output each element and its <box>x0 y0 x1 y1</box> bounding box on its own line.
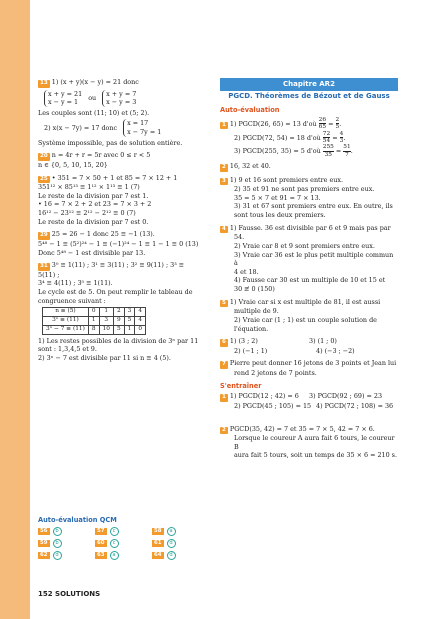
chapter-subtitle: PGCD. Théorèmes de Bézout et de Gauss <box>228 92 390 101</box>
system-2: x + y = 7 x − y = 3 <box>102 90 136 107</box>
system-row: 2) x(x − 7y) = 17 donc x = 17 x − 7y = 1 <box>44 119 162 137</box>
exercise-2-train: 2 PGCD(35, 42) = 7 et 35 = 7 × 5, 42 = 7 × 6. Lorsque le coureur A aura fait 6 tours, le coureur B aura fait 5 tours, soit un temps de 35 × 6 = 210 s. <box>222 424 397 460</box>
exercise-number: 6 <box>222 339 226 346</box>
exercise-20: 20 n = 4r + r = 5r avec 0 ≤ r < 5 n ∈ {0, 5, 10, 15, 20} <box>38 151 151 169</box>
exercise-1-train: 1 1) PGCD(12 ; 42) = 6 3) PGCD(92 ; 69) = 23 2) PGCD(45 ; 105) = 15 4) PGCD(72 ; 108) = 36 <box>222 392 394 410</box>
qcm-item: 64 d <box>152 551 209 560</box>
exercise-number: 1 <box>222 394 226 401</box>
exercise-number: 13 <box>40 80 48 86</box>
exercise-number: 7 <box>222 361 226 368</box>
page-footer: 152 SOLUTIONS <box>38 590 101 598</box>
qcm-grid <box>38 527 209 560</box>
exercise-number: 29 <box>40 232 48 239</box>
exercise-7: 7 Pierre peut donner 16 jetons de 3 points et Jean lui rend 2 jetons de 7 points. <box>222 359 397 377</box>
system-pair <box>44 90 203 107</box>
exercise-29: 29 25 = 26 − 1 donc 25 ≡ −1 (13). 5⁴⁸ − 1 ≡ (5²)²⁴ − 1 ≡ (−1)²⁴ − 1 ≡ 1 − 1 ≡ 0 (13) Donc 5⁴⁸ − 1 est divisible par 13. <box>38 230 199 257</box>
table-row: 3ⁿ ≡ (11) 1 3 9 5 4 <box>43 317 146 326</box>
exercise-3: 3 1) 9 et 16 sont premiers entre eux. 2) 35 et 91 ne sont pas premiers entre eux. 35 = 5 × 7 et 91 = 7 × 13. 3) 31 et 67 sont premiers entre eux. En outre, ils sont tous les deux premiers. <box>222 175 393 220</box>
table-row: 3ⁿ − 7 ≡ (11) 8 10 5 1 0 <box>43 325 146 334</box>
system-3: x = 17 x − 7y = 1 <box>123 119 161 136</box>
or-label: ou <box>88 93 97 102</box>
exercise-31: 31 3⁰ ≡ 1(11) ; 3¹ ≡ 3(11) ; 3² ≡ 9(11) ; 3³ ≡ 5(11) ; 3⁴ ≡ 4(11) ; 3⁵ ≡ 1(11). Le cycle est de 5. On peut remplir le tableau de congruence suivant : n ≡ (5) 0 1 2 3 4 3ⁿ ≡ (11) 1 3 9 5 4 3ⁿ − 7 ≡ (11) 8 10 5 1 0 1) Les restes possibles de la division de 3ⁿ par 11 sont : 1,3,4,5 et 9. 2) 3ⁿ − 7 est divisible par 11 si n ≡ 4 (5). <box>38 261 199 362</box>
section-heading: Auto-évaluation <box>220 105 280 114</box>
exercise-number: 3 <box>222 177 226 184</box>
exercise-number: 1 <box>222 121 226 128</box>
system-1: x + y = 21 x − y = 1 <box>44 90 82 107</box>
exercise-25: 25 • 351 = 7 × 50 + 1 et 85 = 7 × 12 + 1 351¹² × 85¹³ ≡ 1¹² × 1¹³ ≡ 1 (7) Le reste de la division par 7 est 1. • 16 = 7 × 2 + 2 et 23 = 7 × 3 + 2 16¹² − 23¹² ≡ 2¹² − 2¹² ≡ 0 (7) Le reste de la division par 7 est 0. <box>38 173 178 226</box>
table-row: n ≡ (5) 0 1 2 3 4 <box>43 308 146 317</box>
section-heading: S'entraîner <box>220 381 262 390</box>
exercise-2: 2 16, 32 et 40. <box>222 162 271 171</box>
exercise-number: 25 <box>40 175 48 182</box>
text-line: 1) (x + y)(x − y) = 21 donc <box>51 78 139 86</box>
right-column <box>220 78 398 464</box>
exercise-number: 2 <box>222 426 226 433</box>
qcm-item: 61 d <box>152 539 209 548</box>
side-stripe <box>0 0 30 619</box>
exercise-number: 20 <box>40 153 48 160</box>
chapter-banner: Chapitre AR2 <box>220 78 398 91</box>
qcm-item: 60 c <box>95 539 152 548</box>
exercise-5: 5 1) Vraie car si x est multiple de 81, il est aussi multiple de 9. 2) Vraie car (1 ; 1) est un couple solution de l'équation. <box>222 297 381 333</box>
exercise-number: 4 <box>222 225 226 232</box>
left-column <box>38 78 203 367</box>
exercise-number: 31 <box>40 263 48 270</box>
exercise-13 <box>38 78 203 147</box>
qcm-item: 59 b <box>38 539 95 548</box>
qcm-item: 57 c <box>95 527 152 536</box>
congruence-table <box>42 307 146 334</box>
exercise-number: 2 <box>222 164 226 171</box>
exercise-number: 5 <box>222 299 226 306</box>
qcm-item: 56 b <box>38 527 95 536</box>
qcm-item: 63 a <box>95 551 152 560</box>
exercise-1: 1 1) PGCD(26, 65) = 13 d'où $\frac{26}{65}$ = $\frac{2}{5}$ . 2) PGCD(72, 54) = 18 d'où $\frac{72}{54}$ = $\frac{4}{3}$ . 3) PGCD(255, 35) = 5 d'où $\frac{255}{35}$ = $\frac{51}{7}$ . <box>222 116 353 158</box>
exercise-6: 6 1) (3 ; 2) 3) (1 ; 0) 2) (−1 ; 1) 4) (−3 ; −2) <box>222 337 355 355</box>
text-line: Système impossible, pas de solution entière. <box>38 138 183 147</box>
qcm-item: 58 a <box>152 527 209 536</box>
text-line: Les couples sont (11; 10) et (5; 2). <box>38 108 150 117</box>
exercise-4: 4 1) Fausse. 36 est divisible par 6 et 9 mais pas par 54. 2) Vraie car 8 et 9 sont premiers entre eux. 3) Vraie car 36 est le plus petit multiple commun à 4 et 18. 4) Fausse car 30 est un multiple de 10 et 15 et 30 ≢ 0 (150) <box>222 223 394 294</box>
qcm-title: Auto-évaluation QCM <box>38 516 117 524</box>
qcm-item: 62 d <box>38 551 95 560</box>
